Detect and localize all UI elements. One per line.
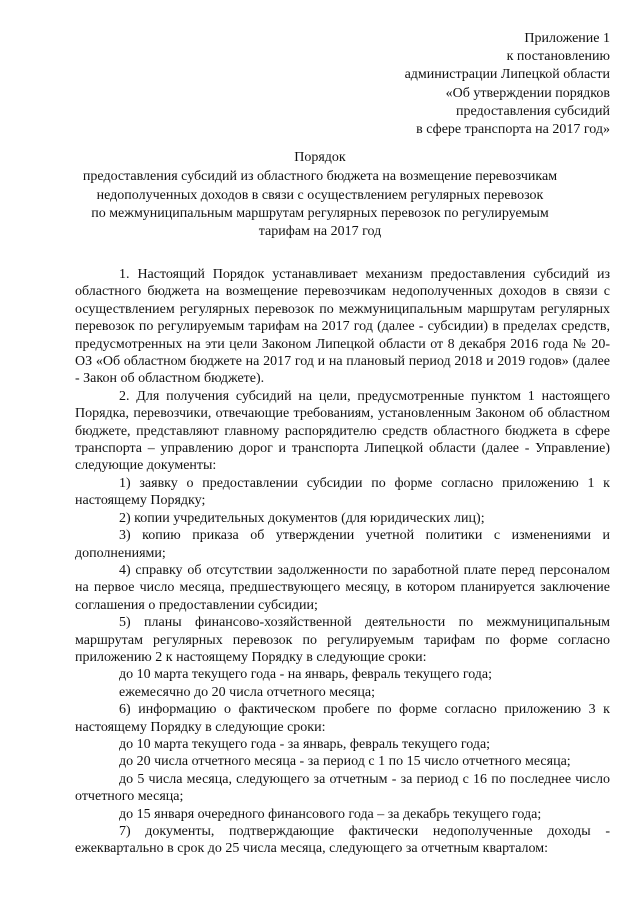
appendix-line: администрации Липецкой области (404, 67, 610, 83)
appendix-line: предоставления субсидий (455, 103, 610, 119)
paragraph: 2. Для получения субсидий на цели, предусмотренные пунктом 1 настоящего Порядка, перевозчики, отвечающие требованиям, установленным Законом об областном бюджете, представляют главному распорядителю средств областного бюджета в сфере транспорта – управлению дорог и транспорта Липецкой области (далее - Управление) следующие документы: (75, 388, 610, 474)
appendix-line: к постановлению (506, 49, 610, 65)
title-line: тарифам на 2017 год (258, 224, 382, 240)
paragraph: 3) копию приказа об утверждении учетной политики с изменениями и дополнениями; (75, 528, 610, 561)
paragraph: 6) информацию о фактическом пробеге по форме согласно приложению 3 к настоящему Порядку в следующие сроки: (75, 702, 610, 735)
paragraph: 1) заявку о предоставлении субсидии по форме согласно приложению 1 к настоящему Порядку; (75, 475, 610, 509)
paragraph: до 20 числа отчетного месяца - за период с 1 по 15 число отчетного месяца; (119, 754, 571, 770)
title-heading: Порядок (294, 150, 346, 165)
paragraph: 2) копии учредительных документов (для юридических лиц); (119, 510, 485, 526)
document-title (60, 149, 580, 241)
paragraph: до 15 января очередного финансового года – за декабрь текущего года; (119, 806, 542, 822)
paragraph: 4) справку об отсутствии задолженности по заработной плате перед персоналом на первое число месяца, предшествующего месяцу, в котором планируется заключение соглашения о предоставлении субсидии; (75, 562, 610, 613)
title-line: предоставления субсидий из областного бюджета на возмещение перевозчикам (82, 169, 558, 185)
document-body (75, 266, 610, 858)
appendix-header (310, 30, 610, 139)
title-line: по межмуниципальным маршрутам регулярных перевозок по регулируемым (91, 205, 549, 221)
paragraph: до 10 марта текущего года - на январь, февраль текущего года; (119, 667, 493, 683)
paragraph: 5) планы финансово-хозяйственной деятельности по межмуниципальным маршрутам регулярных перевозок по регулируемым тарифам по форме согласно приложению 2 к настоящему Порядку в следующие сроки: (75, 615, 610, 665)
appendix-line: в сфере транспорта на 2017 год» (416, 122, 610, 138)
paragraph: до 10 марта текущего года - за январь, февраль текущего года; (119, 736, 491, 752)
appendix-line: «Об утверждении порядков (445, 85, 610, 101)
paragraph: до 5 числа месяца, следующего за отчетным - за период с 16 по последнее число отчетного месяца; (75, 771, 610, 805)
paragraph: ежемесячно до 20 числа отчетного месяца; (119, 684, 375, 700)
appendix-line: Приложение 1 (524, 31, 610, 46)
title-line: недополученных доходов в связи с осуществлением регулярных перевозок (96, 187, 544, 203)
paragraph: 7) документы, подтверждающие фактически недополученные доходы - ежеквартально в срок до 25 числа месяца, следующего за отчетным кварталом: (75, 824, 610, 857)
paragraph: 1. Настоящий Порядок устанавливает механизм предоставления субсидий из областного бюджета на возмещение перевозчикам недополученных доходов в связи с осуществлением регулярных перевозок по межмуниципальным маршрутам регулярных перевозок по регулируемым тарифам на 2017 год (далее - субсидии) в пределах средств, предусмотренных на эти цели Законом Липецкой области от 8 декабря 2016 года № 20-ОЗ «Об областном бюджете на 2017 год и на плановый период 2018 и 2019 годов» (далее - Закон об областном бюджете). (75, 267, 610, 387)
